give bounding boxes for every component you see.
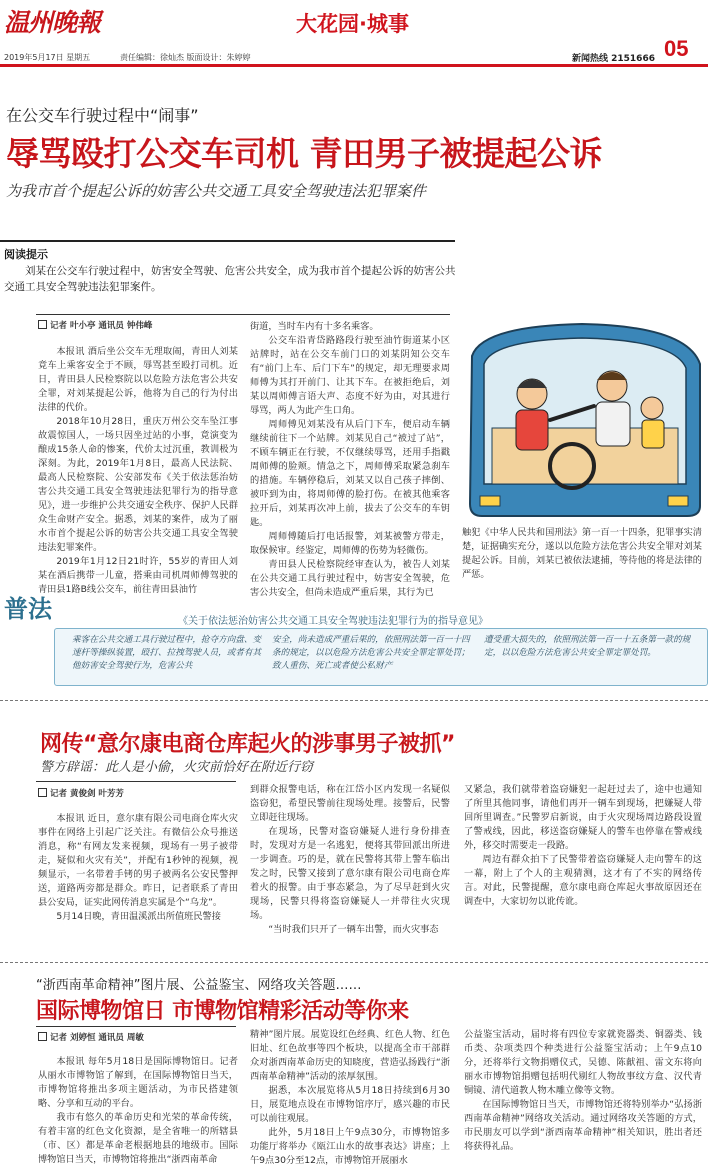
article1-top-rule [36, 314, 450, 315]
article1-headline: 辱骂殴打公交车司机 青田男子被提起公诉 [6, 134, 602, 173]
byline-text: 记者 黄俊剑 叶芳芳 [50, 789, 124, 799]
paragraph: 精神”图片展。展览设红色经典、红色人物、红色旧址、红色故事等四个板块，以提高全市干部群众对浙西南革命历史的知晓度，营造弘扬践行“浙西南革命精神”活动的浓厚氛围。 [250, 1029, 450, 1082]
paragraph: 青田县人民检察院经审查认为，被告人刘某在公共交通工具行驶过程中，妨害安全驾驶，危害公共安全，但尚未造成严重后果，其行为已 [250, 559, 450, 598]
article1-deck: 为我市首个提起公诉的妨害公共交通工具安全驾驶违法犯罪案件 [6, 182, 427, 200]
paragraph: 2019年1月12日21时许，55岁的青田人刘某在酒后携带一儿童，搭乘由司机周师傅驾驶的青田县1路B线公交车，前往青田县油竹 [38, 556, 238, 595]
article3-column-1 [38, 1055, 238, 1165]
paragraph: 本报讯 每年5月18日是国际博物馆日。记者从丽水市博物馆了解到，在国际博物馆日当天，市博物馆将推出多项主题活动，为市民搭建领略、分享和互动的平台。 [38, 1056, 238, 1109]
article2-top-rule [36, 781, 236, 782]
section-divider [0, 700, 708, 701]
reading-guide-text: 刘某在公交车行驶过程中，妨害安全驾驶、危害公共安全，成为我市首个提起公诉的妨害公共交通工具安全驾驶违法犯罪案件。 [4, 265, 456, 293]
article2-headline: 网传“意尔康电商仓库起火的涉事男子被抓” [40, 732, 455, 757]
law-excerpt-col-2: 安全，尚未造成严重后果的，依照刑法第一百一十四条的规定，以以危险方法危害公共安全罪定罪处罚；致人重伤、死亡或者使公私财产 [272, 635, 470, 671]
paragraph: 公益鉴宝活动，届时将有四位专家就瓷器类、铜器类、钱币类、杂项类四个种类进行公益鉴宝活动；上午9点10分，还将举行文物捐赠仪式，吴德、陈献祖、雷文东将向丽水市博物馆捐赠包括明代剔红人物故事纹方盒、汉代青铜镜、清代道教人物木雕立像等文物。 [464, 1029, 702, 1096]
editor-credits: 责任编辑：徐灿杰 版面设计：朱婷婷 [120, 53, 251, 62]
article3-byline [38, 1031, 144, 1043]
news-hotline: 新闻热线 2151666 [572, 54, 655, 64]
reading-guide-title: 阅读提示 [4, 248, 48, 261]
paragraph: 公交车沿青岱路路段行驶至油竹街道某小区站牌时，站在公交车前门口的刘某阴知公交车有“前门上车、后门下车”的规定，却无理要求周师傅为其打开前门、让其下车。在被拒绝后，刘某以周师傅言语大声、态度不好为由，对其进行辱骂，两人为此产生口角。 [250, 335, 450, 416]
article2-byline [38, 787, 124, 799]
paragraph: 据悉，本次展览将从5月18日持续到6月30日，展览地点设在市博物馆序厅，感兴趣的市民可以前往观展。 [250, 1085, 450, 1124]
section-divider [0, 962, 708, 963]
article1-byline [38, 319, 152, 331]
section-title-text: 大花园·城事 [296, 12, 409, 36]
paragraph: 在现场，民警对盗窃嫌疑人进行身份排查时，发现对方是一名逃犯，便将其带回派出所进一步调查。巧的是，就在民警将其带上警车临出发之时，民警又接到了意尔康有限公司电商仓库着火的报警。由于事态紧急，为了尽早赶到火灾现场，民警只得将盗窃嫌疑人一并带往火灾现场。 [250, 826, 450, 921]
article3-headline: 国际博物馆日 市博物馆精彩活动等你来 [36, 999, 409, 1024]
paragraph: 本报讯 近日，意尔康有限公司电商仓库火灾事件在网络上引起广泛关注。有微信公众号推送消息，称“有网友发来视频，现场有一男子被带走，疑似和火灾有关”，并配有1秒钟的视频，视频显示，一名带着手铐的男子被两名公安民警押送，道路两旁都是群众。昨日，记者联系了青田县公安局，证实此网传消息实属是个“乌龙”。 [38, 813, 238, 908]
masthead-rule [0, 64, 708, 67]
article3-column-2 [250, 1028, 450, 1166]
issue-date: 2019年5月17日 星期五 [4, 53, 91, 62]
law-excerpt-col-3: 遭受重大损失的，依照刑法第一百一十五条第一款的规定，以以危险方法危害公共安全罪定罪处罚。 [484, 635, 691, 658]
byline-box-icon [38, 320, 47, 329]
paragraph: 到群众报警电话，称在江岱小区内发现一名疑似盗窃犯，希望民警前往现场处理。接警后，民警立即赶往现场。 [250, 784, 450, 823]
paragraph: “当时我们只开了一辆车出警，而火灾事态 [268, 924, 439, 935]
article1-column-3 [462, 526, 702, 593]
pufa-logo: 普法 [4, 595, 52, 623]
article2-deck: 警方辟谣：此人是小偷，火灾前恰好在附近行窃 [40, 760, 314, 775]
byline-box-icon [38, 788, 47, 797]
paragraph: 又紧急，我们就带着盗窃嫌犯一起赶过去了，途中也通知了所里其他同事，请他们再开一辆车到现场，把嫌疑人带回所里调查。”民警罗启新说，由于火灾现场周边路段设置了警戒线，因此，移送盗窃嫌疑人的警车也停靠在警戒线外，移交时需要走一段路。 [464, 784, 702, 851]
page-number: 05 [664, 36, 689, 61]
article1-kicker: 在公交车行驶过程中“闹事” [6, 106, 199, 125]
newspaper-logo: 温州晚報 [4, 8, 101, 37]
section-title [296, 8, 409, 38]
paragraph: 周师傅随后打电话报警，刘某被警方带走，取保候审。经鉴定，周师傅的伤势为轻微伤。 [250, 531, 450, 556]
article3-kicker: “浙西南革命精神”图片展、公益鉴宝、网络攻关答题…… [36, 978, 362, 993]
article3-column-3 [464, 1028, 702, 1160]
article2-column-3 [464, 783, 702, 957]
paragraph: 在国际博物馆日当天，市博物馆还将特别举办“弘扬浙西南革命精神”网络攻关活动。通过网络攻关答题的方式，市民朋友可以学到“浙西南革命精神”相关知识，胜出者还将获得礼品。 [464, 1099, 702, 1152]
byline-box-icon [38, 1032, 47, 1041]
article1-column-2 [250, 320, 450, 598]
reading-guide-rule [0, 240, 455, 242]
byline-text: 记者 叶小亭 通讯员 钟伟峰 [50, 321, 153, 331]
paragraph: 本报讯 酒后坐公交车无理取闹，青田人刘某竟车上乘客安全于不顾，辱骂甚至殴打司机。近日，青田县人民检察院以以危险方法危害公共安全罪，对刘某提起公诉，他将为自己的行为付出法律的代价。 [38, 346, 238, 413]
article3-top-rule [36, 1026, 236, 1027]
article2-column-1 [38, 812, 238, 957]
byline-text: 记者 刘婷恒 通讯员 周敏 [50, 1033, 144, 1043]
paragraph: 2018年10月28日，重庆万州公交车坠江事故震惊国人，一场只因坐过站的小事，竟演变为酿成15条人命的惨案，代价太过沉重，教训极为深刻。为此，2019年1月8日，最高人民法院、最高人民检察院、公安部发布《关于依法惩治妨害公共交通工具安全驾驶违法犯罪行为的指导意见》，进一步维护公共交通安全秩序、保护人民群众生命财产安全。据悉，刘某的案件，成为了丽水市首个提起公诉的妨害公共交通工具安全驾驶违法犯罪案件。 [38, 416, 238, 553]
article2-column-2 [250, 783, 450, 957]
paragraph: 5月14日晚，青田温溪派出所值班民警接 [56, 911, 221, 922]
law-excerpt-col-1: 乘客在公共交通工具行驶过程中，抢夺方向盘、变速杆等操纵装置，殴打、拉拽驾驶人员，或者有其他妨害安全驾驶行为，危害公共 [72, 635, 262, 671]
paragraph: 我市有悠久的革命历史和光荣的革命传统，有着丰富的红色文化资源，是全省唯一的所辖县（市、区）都是革命老根据地县的地级市。国际博物馆日当天，市博物馆将推出“浙西南革命 [38, 1112, 238, 1165]
paragraph: 触犯《中华人民共和国刑法》第一百一十四条，犯罪事实清楚，证据确实充分，遂以以危险方法危害公共安全罪对刘某提起公诉。目前，刘某已被依法逮捕，等待他的将是法律的严惩。 [462, 527, 702, 580]
paragraph: 此外，5月18日上午9点30分，市博物馆多功能厅将举办《瓯江山水的故事表达》讲座；上午9点30分至12点，市博物馆开展丽水 [250, 1127, 450, 1166]
paragraph: 周师傅见刘某没有从后门下车，便启动车辆继续前往下一个站牌。刘某见自己“被过了站”，不顾车辆正在行驶，不仅继续辱骂，还用手指戳周师傅的脸颊。情急之下，周师傅采取紧急刹车的措施。车辆停稳后，刘某又以自己孩子摔倒、被吓到为由，将周师傅的脸打伤。在被其他乘客拉开后，刘某再次冲上前，拔去了公交车的车钥匙。 [250, 419, 450, 528]
article1-column-1 [38, 345, 238, 593]
paragraph: 周边有群众拍下了民警带着盗窃嫌疑人走向警车的这一幕，附上了个人的主观猜测，这才有了不实的网络传言。对此，民警提醒，意尔康电商仓库起火事故原因还在调查中，大家切勿以讹传讹。 [464, 854, 702, 907]
bus-illustration [462, 316, 704, 521]
law-title: 《关于依法惩治妨害公共交通工具安全驾驶违法犯罪行为的指导意见》 [178, 616, 488, 627]
paragraph: 街道，当时车内有十多名乘客。 [250, 321, 379, 332]
